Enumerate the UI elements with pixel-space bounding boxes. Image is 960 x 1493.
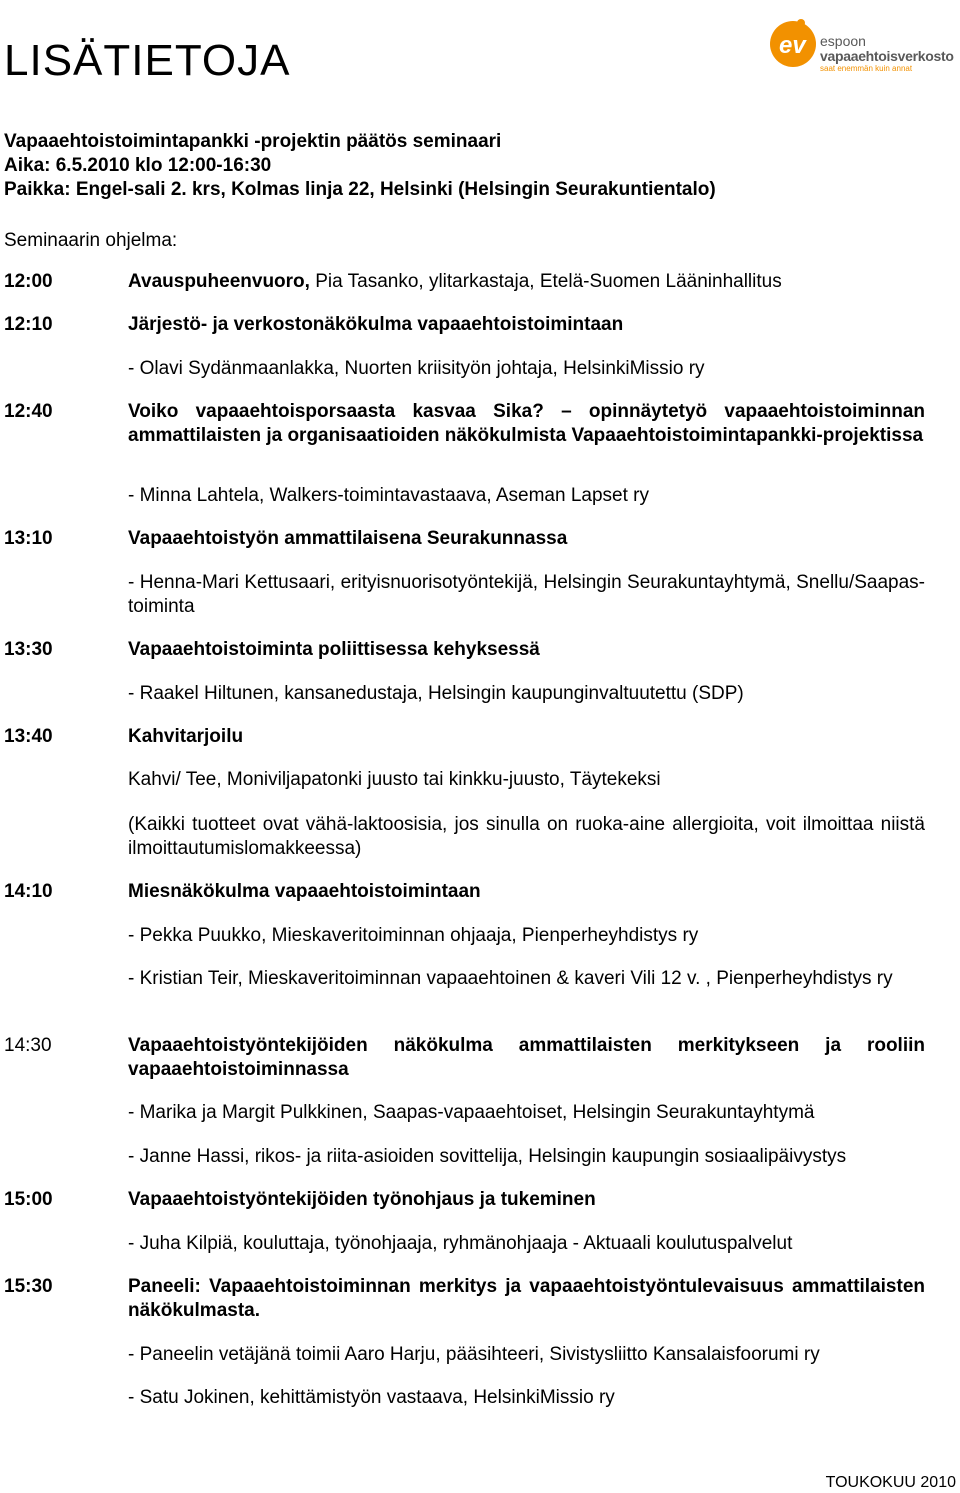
svg-text:ev: ev [779, 32, 806, 59]
logo-line-2: vapaaehtoisverkosto [820, 48, 954, 64]
program-detail: - Pekka Puukko, Mieskaveritoiminnan ohjaaja, Pienperheyhdistys ry [128, 925, 699, 946]
espoo-volunteer-network-logo [768, 14, 954, 80]
program-detail: - Minna Lahtela, Walkers-toimintavastaava, Aseman Lapset ry [128, 485, 649, 506]
program-detail: - Juha Kilpiä, kouluttaja, työnohjaaja, ryhmänohjaaja - Aktuaali koulutuspalvelut [128, 1233, 793, 1254]
program-time: 12:40 [4, 401, 53, 422]
event-time: Aika: 6.5.2010 klo 12:00-16:30 [4, 155, 272, 176]
program-title: Miesnäkökulma vapaaehtoistoimintaan [128, 881, 481, 902]
program-time: 13:10 [4, 528, 53, 549]
program-title: Vapaaehtoistoiminta poliittisessa kehyksessä [128, 639, 540, 660]
program-detail: - Paneelin vetäjänä toimii Aaro Harju, pääsihteeri, Sivistysliitto Kansalaisfoorumi ry [128, 1344, 820, 1365]
logo-tagline: saat enemmän kuin annat [820, 64, 913, 73]
program-title: Voiko vapaaehtoisporsaasta kasvaa Sika? – opinnäytetyö vapaaehtoistoiminnan ammattilaisten ja organisaatioiden näkökulmista Vapaaehtoistoimintapankki-projektissa [128, 401, 925, 446]
program-detail: - Marika ja Margit Pulkkinen, Saapas-vapaaehtoiset, Helsingin Seurakuntayhtymä [128, 1102, 815, 1123]
program-title: Kahvitarjoilu [128, 726, 244, 747]
program-detail: - Henna-Mari Kettusaari, erityisnuorisotyöntekijä, Helsingin Seurakuntayhtymä, Snellu/Saapas-toiminta [128, 572, 925, 617]
program-title: Vapaaehtoistyöntekijöiden näkökulma ammattilaisten merkitykseen ja rooliin vapaaehtoistoiminnassa [128, 1035, 925, 1080]
program-title: Järjestö- ja verkostonäkökulma vapaaehtoistoimintaan [128, 314, 624, 335]
program-detail: - Kristian Teir, Mieskaveritoiminnan vapaaehtoinen & kaveri Vili 12 v. , Pienperheyhdistys ry [128, 968, 893, 989]
page-title: LISÄTIETOJA [4, 36, 291, 85]
program-time: 14:30 [4, 1035, 52, 1056]
program-time: 13:30 [4, 639, 53, 660]
program-time: 12:10 [4, 314, 53, 335]
event-info [4, 130, 716, 202]
program-detail: - Satu Jokinen, kehittämistyön vastaava, HelsinkiMissio ry [128, 1387, 615, 1408]
program-title: Paneeli: Vapaaehtoistoiminnan merkitys ja vapaaehtoistyöntulevaisuus ammattilaisten näkökulmasta. [128, 1276, 925, 1321]
program-detail: (Kaikki tuotteet ovat vähä-laktoosisia, jos sinulla on ruoka-aine allergioita, voit ilmoittaa niistä ilmoittautumislomakkeessa) [128, 814, 925, 859]
program-time: 15:00 [4, 1189, 53, 1210]
program-title: Vapaaehtoistyöntekijöiden työnohjaus ja tukeminen [128, 1189, 596, 1210]
program-time: 12:00 [4, 271, 53, 292]
program-title: Vapaaehtoistyön ammattilaisena Seurakunnassa [128, 528, 568, 549]
program-label: Seminaarin ohjelma: [4, 230, 178, 251]
program-title: Avauspuheenvuoro, Pia Tasanko, ylitarkastaja, Etelä-Suomen Lääninhallitus [128, 271, 782, 292]
program-detail: - Janne Hassi, rikos- ja riita-asioiden sovittelija, Helsingin kaupungin sosiaalipäivystys [128, 1146, 847, 1167]
program-time: 15:30 [4, 1276, 53, 1297]
program-detail: - Olavi Sydänmaanlakka, Nuorten kriisityön johtaja, HelsinkiMissio ry [128, 358, 705, 379]
program-time: 13:40 [4, 726, 53, 747]
program-detail: - Raakel Hiltunen, kansanedustaja, Helsingin kaupunginvaltuutettu (SDP) [128, 683, 744, 704]
event-name: Vapaaehtoistoimintapankki -projektin päätös seminaari [4, 131, 502, 152]
event-place: Paikka: Engel-sali 2. krs, Kolmas linja 22, Helsinki (Helsingin Seurakuntientalo) [4, 179, 716, 200]
footer-date: TOUKOKUU 2010 [825, 1474, 956, 1491]
logo-line-1: espoon [820, 33, 866, 49]
ev-logo-mark-icon [768, 14, 820, 76]
program-time: 14:10 [4, 881, 53, 902]
program-detail: Kahvi/ Tee, Moniviljapatonki juusto tai kinkku-juusto, Täytekeksi [128, 769, 661, 790]
